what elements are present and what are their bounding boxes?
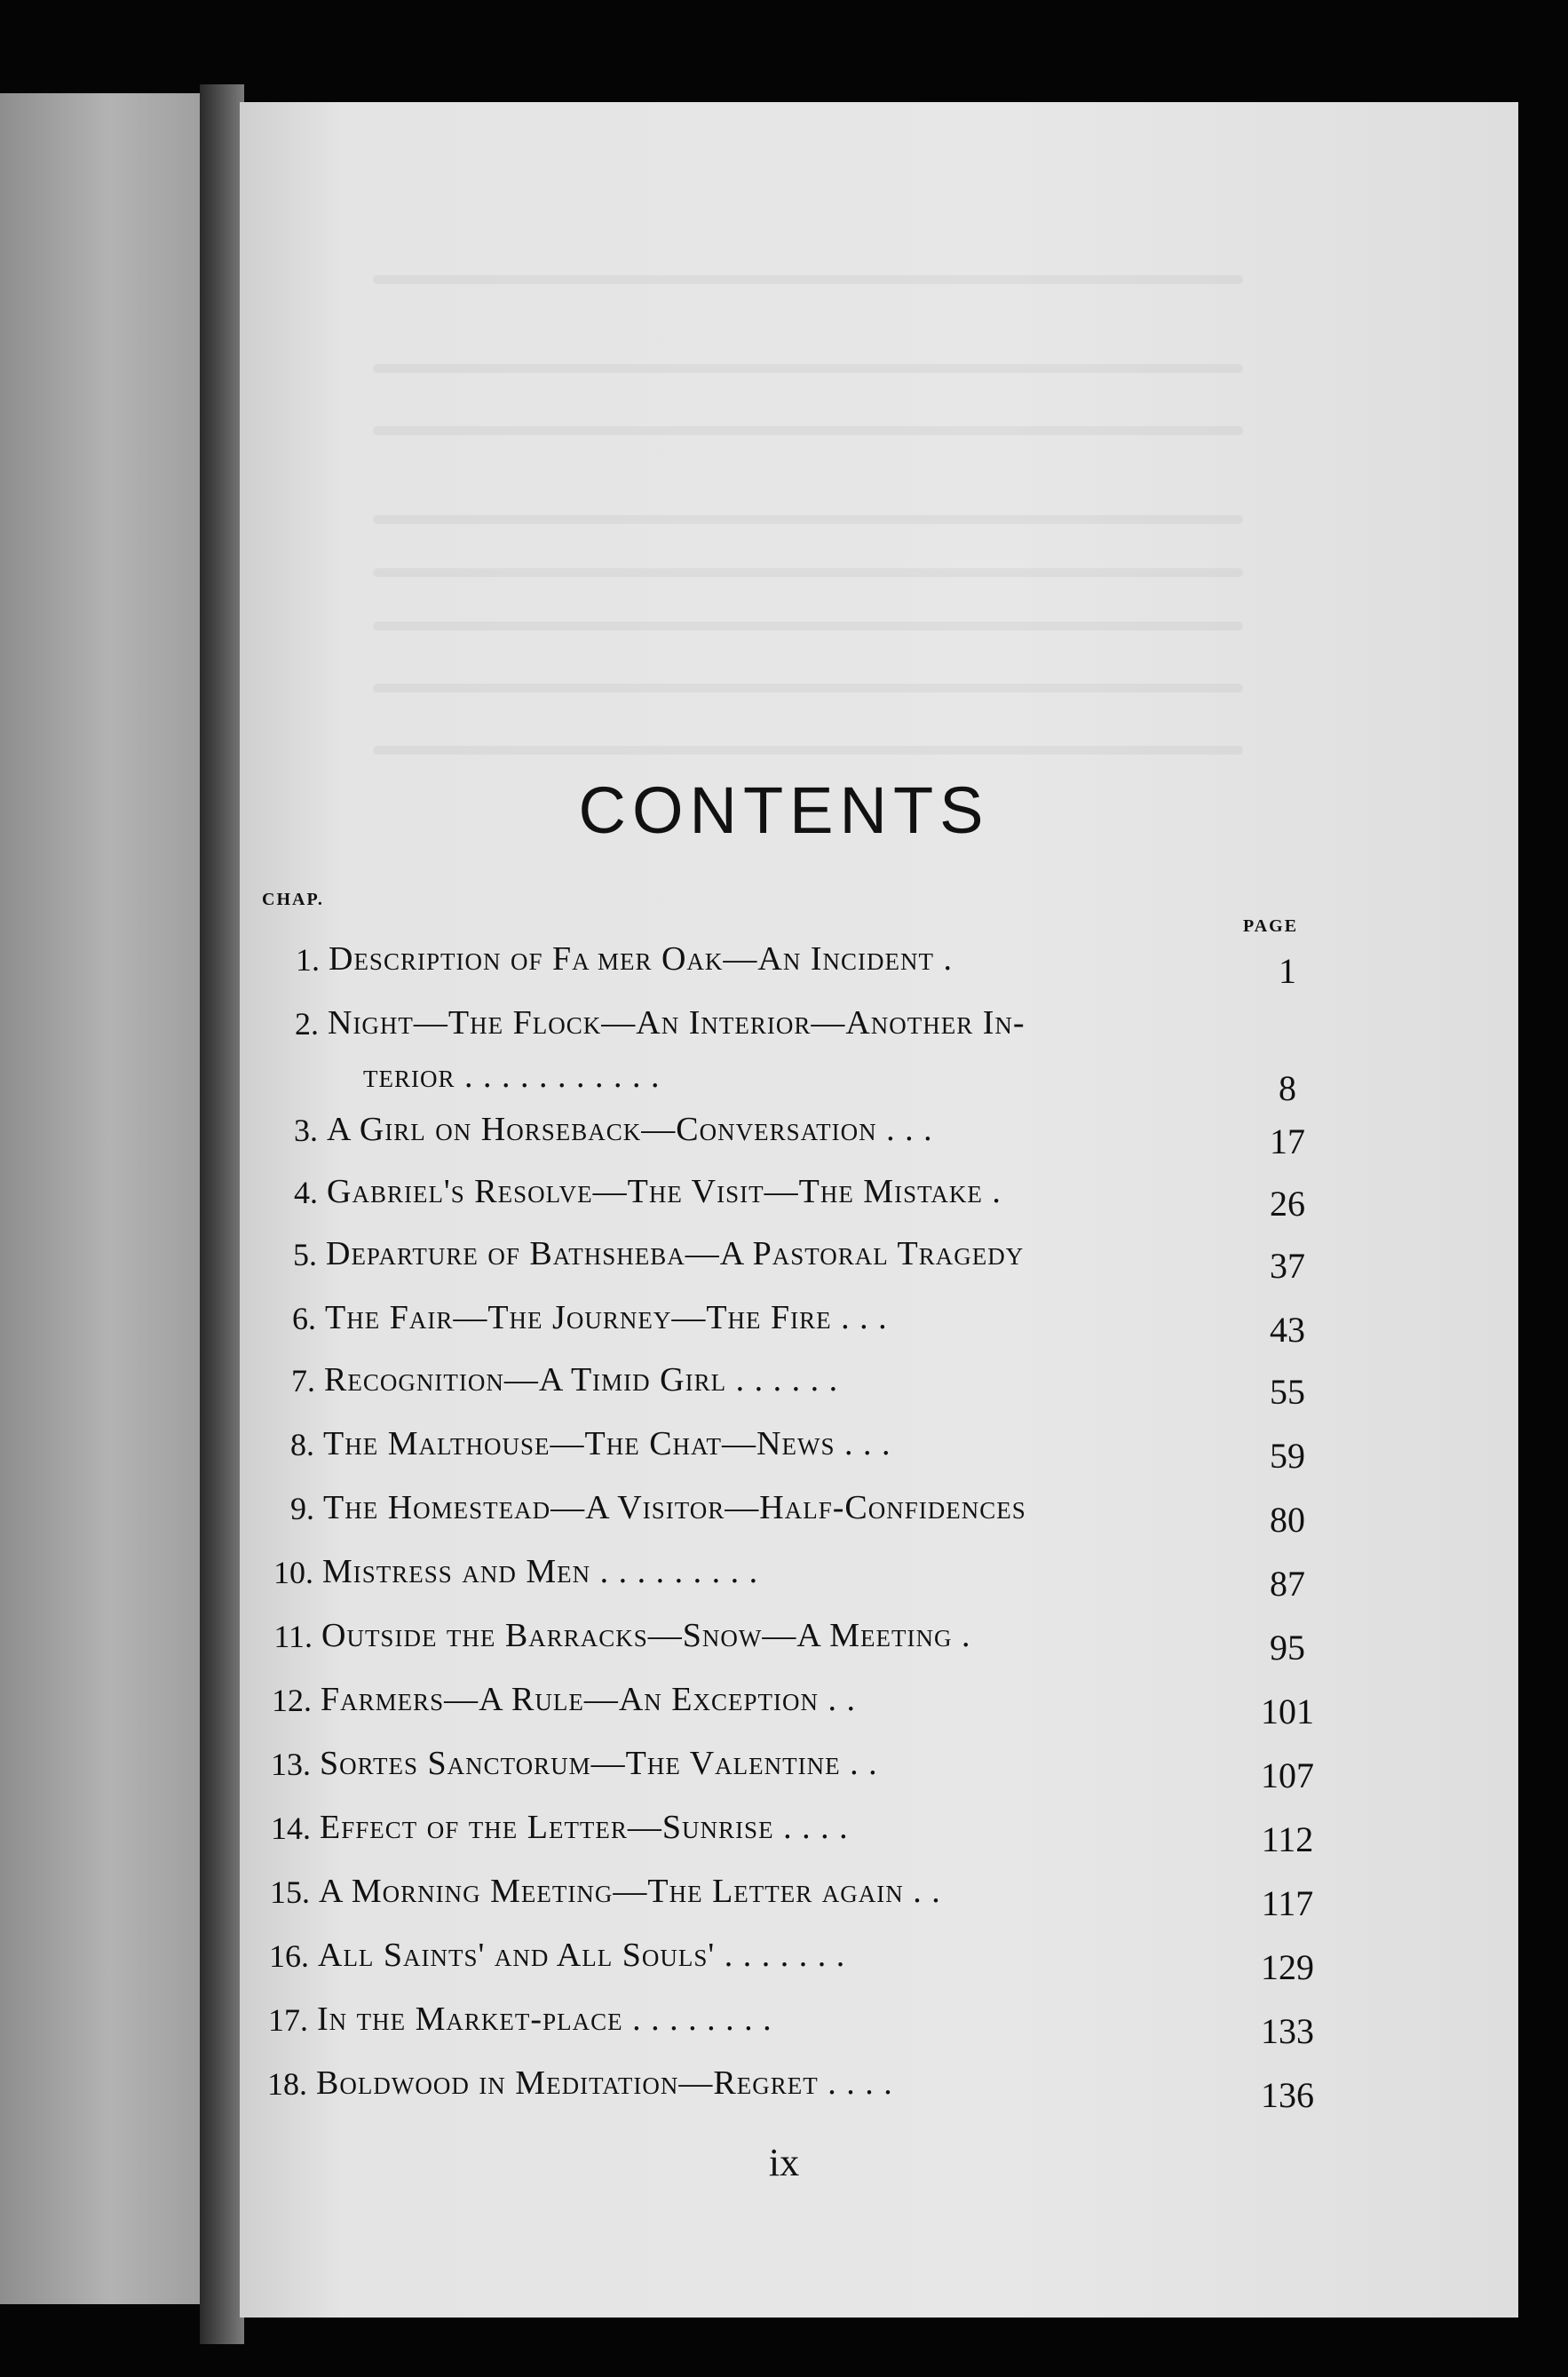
chapter-number: 11. — [273, 1619, 313, 1654]
chapter-number: 3. — [294, 1113, 318, 1148]
chapter-title: The Malthouse—The Chat—News . . . — [323, 1425, 891, 1462]
chapter-title: Farmers—A Rule—An Exception . . — [321, 1681, 856, 1718]
chapter-title: Recognition—A Timid Girl . . . . . . — [324, 1361, 839, 1398]
chapter-number: 17. — [268, 2002, 308, 2038]
chapter-title: Gabriel's Resolve—The Visit—The Mistake . — [327, 1173, 1002, 1210]
page-number: 101 — [1261, 1692, 1314, 1731]
page-number: 55 — [1270, 1372, 1305, 1412]
page-number: 26 — [1270, 1184, 1305, 1224]
chapter-number: 8. — [290, 1427, 314, 1462]
chapter-title: The Fair—The Journey—The Fire . . . — [325, 1299, 888, 1336]
chapter-number: 6. — [292, 1301, 316, 1336]
page-number: 17 — [1270, 1121, 1305, 1161]
chapter-title-continuation: terior . . . . . . . . . . . — [363, 1058, 661, 1095]
page-number: 129 — [1261, 1947, 1314, 1987]
chapter-title: Description of Fa mer Oak—An Incident . — [329, 940, 953, 978]
page-number: 136 — [1261, 2075, 1314, 2115]
page-number: 95 — [1270, 1628, 1305, 1668]
chapter-column-heading: CHAP. — [262, 890, 324, 909]
chapter-title: Sortes Sanctorum—The Valentine . . — [320, 1745, 878, 1782]
chapter-number: 15. — [270, 1874, 310, 1910]
page-number: 87 — [1270, 1564, 1305, 1604]
page-number: 107 — [1261, 1755, 1314, 1795]
chapter-number: 1. — [296, 942, 320, 978]
chapter-title: The Homestead—A Visitor—Half-Confidences — [323, 1489, 1026, 1526]
chapter-title: Departure of Bathsheba—A Pastoral Tragedy — [326, 1235, 1025, 1272]
chapter-number: 5. — [293, 1237, 317, 1272]
chapter-number: 2. — [295, 1006, 319, 1042]
page-number: 80 — [1270, 1500, 1305, 1540]
chapter-title: A Morning Meeting—The Letter again . . — [319, 1873, 941, 1910]
page-column-heading: PAGE — [1243, 916, 1299, 936]
chapter-number: 7. — [291, 1363, 315, 1398]
page-number: 1 — [1279, 951, 1296, 991]
page-number: 59 — [1270, 1436, 1305, 1476]
page-folio: ix — [768, 2141, 800, 2184]
page-title: CONTENTS — [578, 773, 990, 847]
chapter-number: 18. — [267, 2066, 307, 2102]
page-number: 112 — [1261, 1819, 1314, 1859]
chapter-title: Boldwood in Meditation—Regret . . . . — [316, 2064, 893, 2102]
page-number: 43 — [1270, 1310, 1305, 1350]
page-number: 37 — [1270, 1246, 1305, 1286]
chapter-number: 16. — [269, 1938, 309, 1974]
chapter-number: 4. — [294, 1175, 318, 1210]
chapter-number: 14. — [271, 1810, 311, 1846]
chapter-number: 12. — [272, 1683, 312, 1718]
chapter-title: Outside the Barracks—Snow—A Meeting . — [321, 1617, 971, 1654]
page-number: 8 — [1279, 1068, 1296, 1108]
chapter-number: 13. — [271, 1747, 311, 1782]
chapter-number: 10. — [273, 1555, 313, 1590]
chapter-title: A Girl on Horseback—Conversation . . . — [327, 1111, 933, 1148]
chapter-title: Effect of the Letter—Sunrise . . . . — [320, 1809, 849, 1846]
chapter-title: Night—The Flock—An Interior—Another In- — [328, 1004, 1026, 1042]
page-number: 133 — [1261, 2011, 1314, 2051]
chapter-title: All Saints' and All Souls' . . . . . . . — [318, 1937, 846, 1974]
page-number: 117 — [1261, 1883, 1314, 1923]
chapter-title: In the Market-place . . . . . . . . — [317, 2001, 772, 2038]
chapter-number: 9. — [290, 1491, 314, 1526]
chapter-title: Mistress and Men . . . . . . . . . — [322, 1553, 759, 1590]
